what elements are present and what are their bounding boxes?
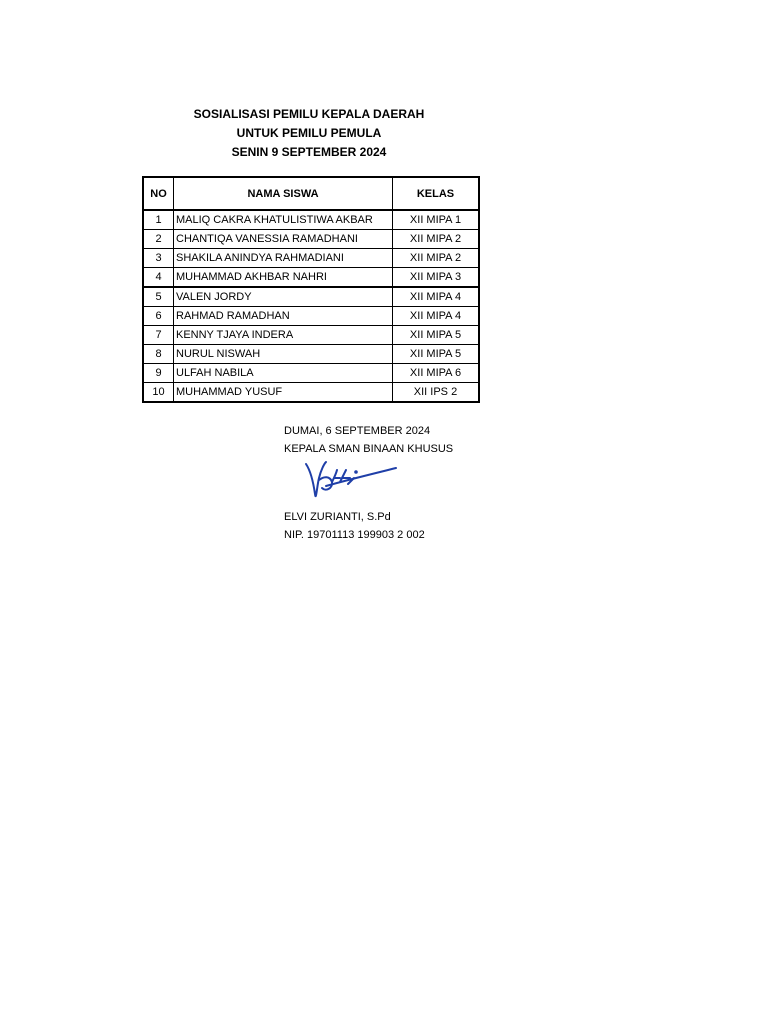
cell-name: CHANTIQA VANESSIA RAMADHANI — [174, 230, 393, 249]
table-row — [143, 287, 479, 307]
cell-no: 2 — [143, 230, 174, 249]
cell-name: VALEN JORDY — [174, 287, 393, 307]
cell-kelas: XII MIPA 3 — [393, 268, 480, 288]
table-row — [143, 364, 479, 383]
title-line-3: SENIN 9 SEPTEMBER 2024 — [231, 145, 387, 159]
cell-kelas: XII MIPA 5 — [393, 326, 480, 345]
header-no: NO — [143, 177, 174, 210]
cell-no: 8 — [143, 345, 174, 364]
cell-no: 4 — [143, 268, 174, 288]
signer-block — [284, 508, 425, 544]
signature-heading — [284, 422, 453, 458]
table-row — [143, 345, 479, 364]
cell-name: ULFAH NABILA — [174, 364, 393, 383]
cell-kelas: XII MIPA 6 — [393, 364, 480, 383]
cell-kelas: XII MIPA 4 — [393, 307, 480, 326]
document-title — [130, 105, 488, 162]
cell-kelas: XII MIPA 1 — [393, 210, 480, 230]
table-row — [143, 249, 479, 268]
header-name: NAMA SISWA — [174, 177, 393, 210]
cell-no: 5 — [143, 287, 174, 307]
handwritten-signature-icon — [302, 456, 402, 506]
signer-name: ELVI ZURIANTI, S.Pd — [284, 511, 391, 523]
table-row — [143, 268, 479, 288]
table-row — [143, 326, 479, 345]
cell-kelas: XII MIPA 2 — [393, 230, 480, 249]
cell-no: 10 — [143, 383, 174, 403]
cell-kelas: XII MIPA 4 — [393, 287, 480, 307]
header-kelas: KELAS — [393, 177, 480, 210]
place-date: DUMAI, 6 SEPTEMBER 2024 — [284, 425, 431, 437]
cell-name: MUHAMMAD AKHBAR NAHRI — [174, 268, 393, 288]
table-row — [143, 210, 479, 230]
table-row — [143, 230, 479, 249]
cell-kelas: XII IPS 2 — [393, 383, 480, 403]
title-line-1: SOSIALISASI PEMILU KEPALA DAERAH — [193, 107, 425, 121]
cell-no: 3 — [143, 249, 174, 268]
cell-no: 7 — [143, 326, 174, 345]
cell-no: 6 — [143, 307, 174, 326]
title-line-2: UNTUK PEMILU PEMULA — [236, 126, 382, 140]
cell-name: KENNY TJAYA INDERA — [174, 326, 393, 345]
cell-no: 9 — [143, 364, 174, 383]
cell-kelas: XII MIPA 2 — [393, 249, 480, 268]
table-header-row — [143, 177, 479, 210]
table-row — [143, 383, 479, 403]
signer-position: KEPALA SMAN BINAAN KHUSUS — [284, 443, 454, 455]
cell-name: MALIQ CAKRA KHATULISTIWA AKBAR — [174, 210, 393, 230]
cell-kelas: XII MIPA 5 — [393, 345, 480, 364]
cell-name: SHAKILA ANINDYA RAHMADIANI — [174, 249, 393, 268]
table-row — [143, 307, 479, 326]
student-table — [142, 176, 480, 403]
cell-no: 1 — [143, 210, 174, 230]
cell-name: MUHAMMAD YUSUF — [174, 383, 393, 403]
cell-name: RAHMAD RAMADHAN — [174, 307, 393, 326]
cell-name: NURUL NISWAH — [174, 345, 393, 364]
signer-nip: NIP. 19701113 199903 2 002 — [284, 529, 425, 541]
